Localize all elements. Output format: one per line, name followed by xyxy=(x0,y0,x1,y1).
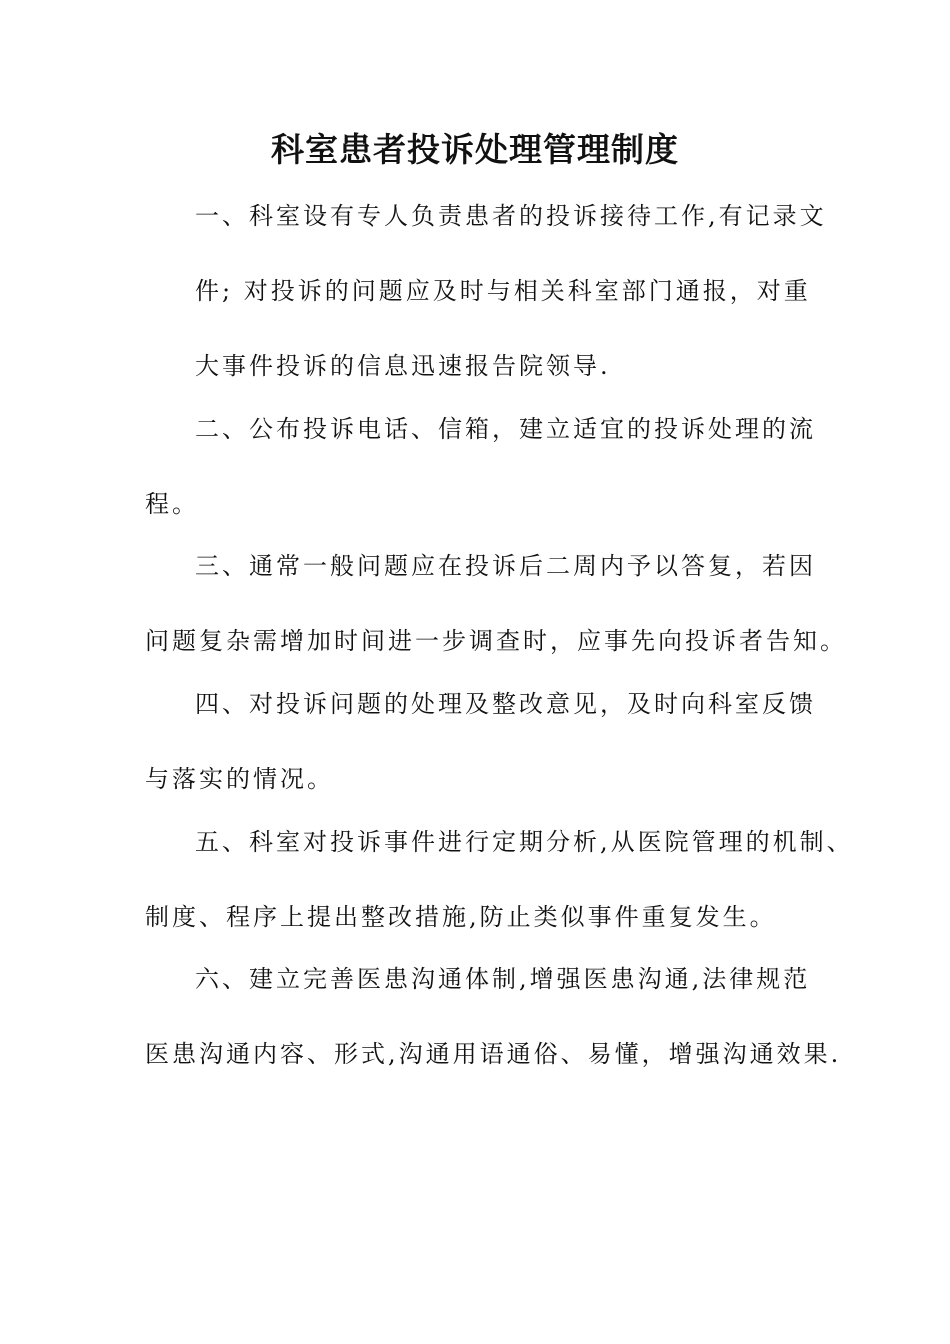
paragraph-5-line-2: 制度、程序上提出整改措施,防止类似事件重复发生。 xyxy=(145,903,777,931)
paragraph-6-line-1: 六、建立完善医患沟通体制,增强医患沟通,法律规范 xyxy=(195,965,811,993)
paragraph-3-line-1: 三、通常一般问题应在投诉后二周内予以答复，若因 xyxy=(195,552,816,580)
paragraph-6-line-2: 医患沟通内容、形式,沟通用语通俗、易懂，增强沟通效果. xyxy=(145,1040,842,1068)
paragraph-2-line-2: 程。 xyxy=(145,490,199,518)
paragraph-5-line-1: 五、科室对投诉事件进行定期分析,从医院管理的机制、 xyxy=(195,828,854,856)
paragraph-2-line-1: 二、公布投诉电话、信箱，建立适宜的投诉处理的流 xyxy=(195,415,816,443)
paragraph-4-line-1: 四、对投诉问题的处理及整改意见，及时向科室反馈 xyxy=(195,690,816,718)
paragraph-4-line-2: 与落实的情况。 xyxy=(145,765,334,793)
paragraph-1-line-1: 一、科室设有专人负责患者的投诉接待工作,有记录文 xyxy=(195,202,827,230)
paragraph-3-line-2: 问题复杂需增加时间进一步调查时，应事先向投诉者告知。 xyxy=(145,627,847,655)
document-title: 科室患者投诉处理管理制度 xyxy=(271,130,679,169)
paragraph-1-line-3: 大事件投诉的信息迅速报告院领导. xyxy=(195,352,611,380)
paragraph-1-line-2: 件; 对投诉的问题应及时与相关科室部门通报，对重 xyxy=(195,277,811,305)
